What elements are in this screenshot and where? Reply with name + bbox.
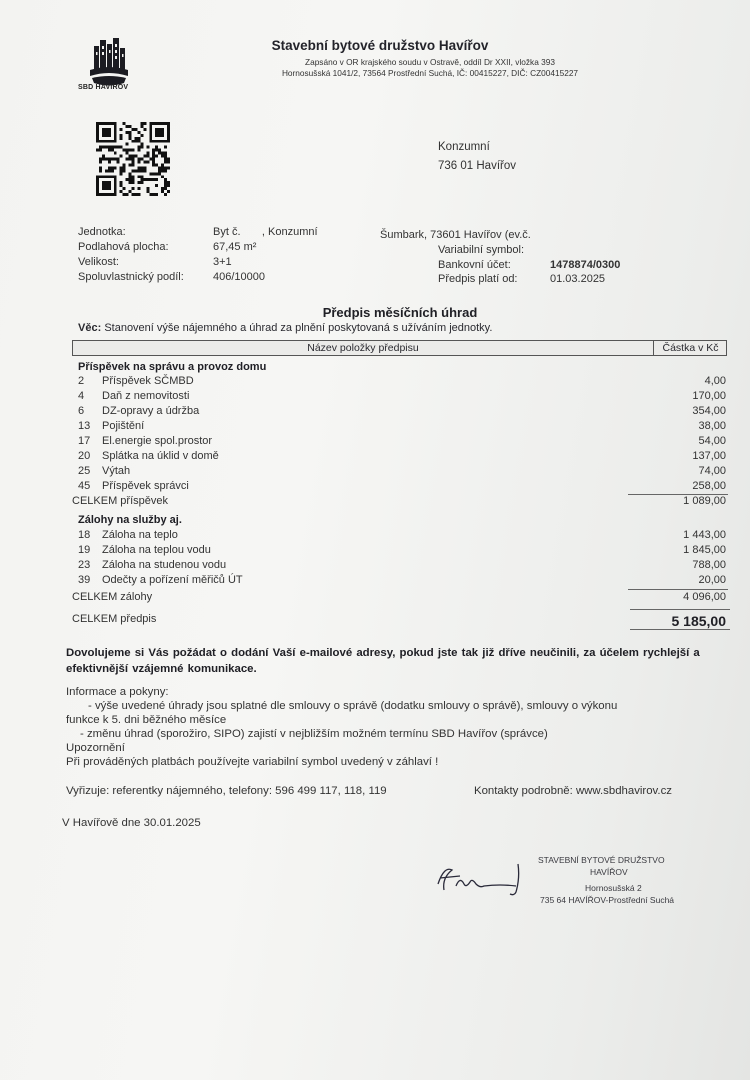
table-row [72, 574, 726, 588]
item-name: Splátka na úklid v domě [102, 450, 219, 462]
unit-address: Šumbark, 73601 Havířov (ev.č. [380, 229, 531, 241]
table-row [72, 544, 726, 558]
table-row [72, 390, 726, 404]
contact-phones: Vyřizuje: referentky nájemného, telefony: 596 499 117, 118, 119 [66, 785, 387, 797]
warning-title: Upozornění [66, 742, 125, 754]
organization-address: Hornosušská 1041/2, 73564 Prostřední Suchá, IČ: 00415227, DIČ: CZ00415227 [281, 68, 579, 78]
handwritten-signature [430, 856, 540, 900]
item-number: 6 [78, 405, 85, 417]
document-title: Předpis měsíčních úhrad [322, 305, 478, 320]
section-advances-total [72, 591, 726, 603]
area-value: 67,45 m² [213, 241, 257, 253]
contact-website: Kontakty podrobně: www.sbdhavirov.cz [474, 785, 672, 797]
email-request-notice: Dovolujeme si Vás požádat o dodání Vaší e-mailové adresy, pokud jste tak již dříve neučinili, za účelem rychlejší a efektivnější vzájemné komunikace. [66, 647, 700, 675]
table-row [72, 435, 726, 449]
item-name: Záloha na studenou vodu [102, 559, 227, 571]
recipient-city: 736 01 Havířov [438, 160, 516, 172]
item-number: 23 [78, 559, 91, 571]
logo-text: SBD HAVÍŘOV [78, 84, 129, 91]
item-name: DZ-opravy a údržba [102, 405, 200, 417]
item-name: Odečty a pořízení měřičů ÚT [102, 574, 243, 586]
item-amount: 258,00 [692, 480, 726, 492]
bank-account-label: Bankovní účet: [438, 259, 511, 271]
stamp-line-postal: 735 64 HAVÍŘOV-Prostřední Suchá [540, 895, 675, 905]
item-number: 25 [78, 465, 91, 477]
section-contribution-total [72, 495, 726, 507]
size-value: 3+1 [213, 256, 232, 268]
area-label: Podlahová plocha: [78, 241, 169, 253]
unit-label: Jednotka: [78, 226, 126, 238]
bank-account-value: 1478874/0300 [550, 259, 621, 271]
table-row [72, 465, 726, 479]
item-name: Záloha na teplo [102, 529, 178, 541]
item-name: Příspěvek SČMBD [102, 375, 194, 387]
item-number: 39 [78, 574, 91, 586]
qr-code [96, 122, 170, 196]
column-header-amount: Částka v Kč [662, 342, 719, 354]
item-name: Daň z nemovitosti [102, 390, 190, 402]
recipient-street: Konzumní [438, 141, 490, 153]
item-number: 45 [78, 480, 91, 492]
item-number: 13 [78, 420, 91, 432]
total-amount: 1 089,00 [683, 495, 726, 507]
table-row [72, 480, 726, 494]
item-amount: 20,00 [698, 574, 726, 586]
issue-date: V Havířově dne 30.01.2025 [62, 817, 201, 829]
table-row [72, 559, 726, 573]
item-number: 17 [78, 435, 91, 447]
organization-name: Stavební bytové družstvo Havířov [271, 38, 489, 53]
item-amount: 38,00 [698, 420, 726, 432]
table-header [72, 340, 727, 356]
info-line-deadline: funkce k 5. dni běžného měsíce [66, 714, 227, 726]
total-amount: 4 096,00 [683, 591, 726, 603]
subject-text: Stanovení výše nájemného a úhrad za plnění poskytovaná s užíváním jednotky. [104, 322, 493, 334]
valid-from-value: 01.03.2025 [550, 273, 606, 285]
total-label: CELKEM příspěvek [72, 495, 168, 507]
table-row [72, 450, 726, 464]
grand-total [72, 613, 726, 629]
unit-value: Byt č. , Konzumní [213, 226, 318, 238]
item-number: 4 [78, 390, 85, 402]
size-label: Velikost: [78, 256, 119, 268]
item-name: Pojištění [102, 420, 145, 432]
info-line-payment: - výše uvedené úhrady jsou splatné dle smlouvy o správě (dodatku smlouvy o správě), smlouvy o výkonu [88, 700, 618, 712]
table-row [72, 375, 726, 389]
organization-registration: Zapsáno v OR krajského soudu v Ostravě, oddíl Dr XXII, vložka 393 [305, 57, 555, 67]
section-contribution-title: Příspěvek na správu a provoz domu [78, 361, 267, 373]
warning-text: Při prováděných platbách používejte variabilní symbol uvedený v záhlaví ! [66, 756, 439, 768]
table-row [72, 529, 726, 543]
stamp-line-organization: STAVEBNÍ BYTOVÉ DRUŽSTVO [538, 855, 665, 865]
stamp-line-city: HAVÍŘOV [590, 867, 628, 877]
item-number: 2 [78, 375, 85, 387]
item-amount: 74,00 [698, 465, 726, 477]
item-number: 18 [78, 529, 91, 541]
subject-line [78, 322, 492, 334]
grand-total-label: CELKEM předpis [72, 613, 157, 625]
item-amount: 137,00 [692, 450, 726, 462]
subject-label: Věc: [78, 322, 102, 334]
section-advances-title: Zálohy na služby aj. [78, 514, 182, 526]
info-line-change: - změnu úhrad (sporožiro, SIPO) zajistí v nejbližším možném termínu SBD Havířov (správce) [80, 728, 548, 740]
valid-from-label: Předpis platí od: [438, 273, 518, 285]
item-amount: 1 845,00 [683, 544, 726, 556]
total-label: CELKEM zálohy [72, 591, 153, 603]
item-amount: 354,00 [692, 405, 726, 417]
item-name: El.energie spol.prostor [102, 435, 213, 447]
column-header-name: Název položky předpisu [307, 342, 419, 354]
share-value: 406/10000 [213, 271, 265, 283]
item-number: 19 [78, 544, 91, 556]
table-row [72, 420, 726, 434]
item-amount: 170,00 [692, 390, 726, 402]
share-label: Spoluvlastnický podíl: [78, 271, 184, 283]
item-name: Výtah [102, 465, 131, 477]
grand-total-amount: 5 185,00 [671, 613, 726, 629]
item-number: 20 [78, 450, 91, 462]
table-row [72, 405, 726, 419]
item-amount: 54,00 [698, 435, 726, 447]
info-title: Informace a pokyny: [66, 686, 169, 698]
item-name: Záloha na teplou vodu [102, 544, 211, 556]
item-amount: 4,00 [704, 375, 726, 387]
item-name: Příspěvek správci [102, 480, 189, 492]
item-amount: 1 443,00 [683, 529, 726, 541]
item-amount: 788,00 [692, 559, 726, 571]
variable-symbol-label: Variabilní symbol: [438, 244, 524, 256]
stamp-line-street: Hornosušská 2 [585, 883, 642, 893]
